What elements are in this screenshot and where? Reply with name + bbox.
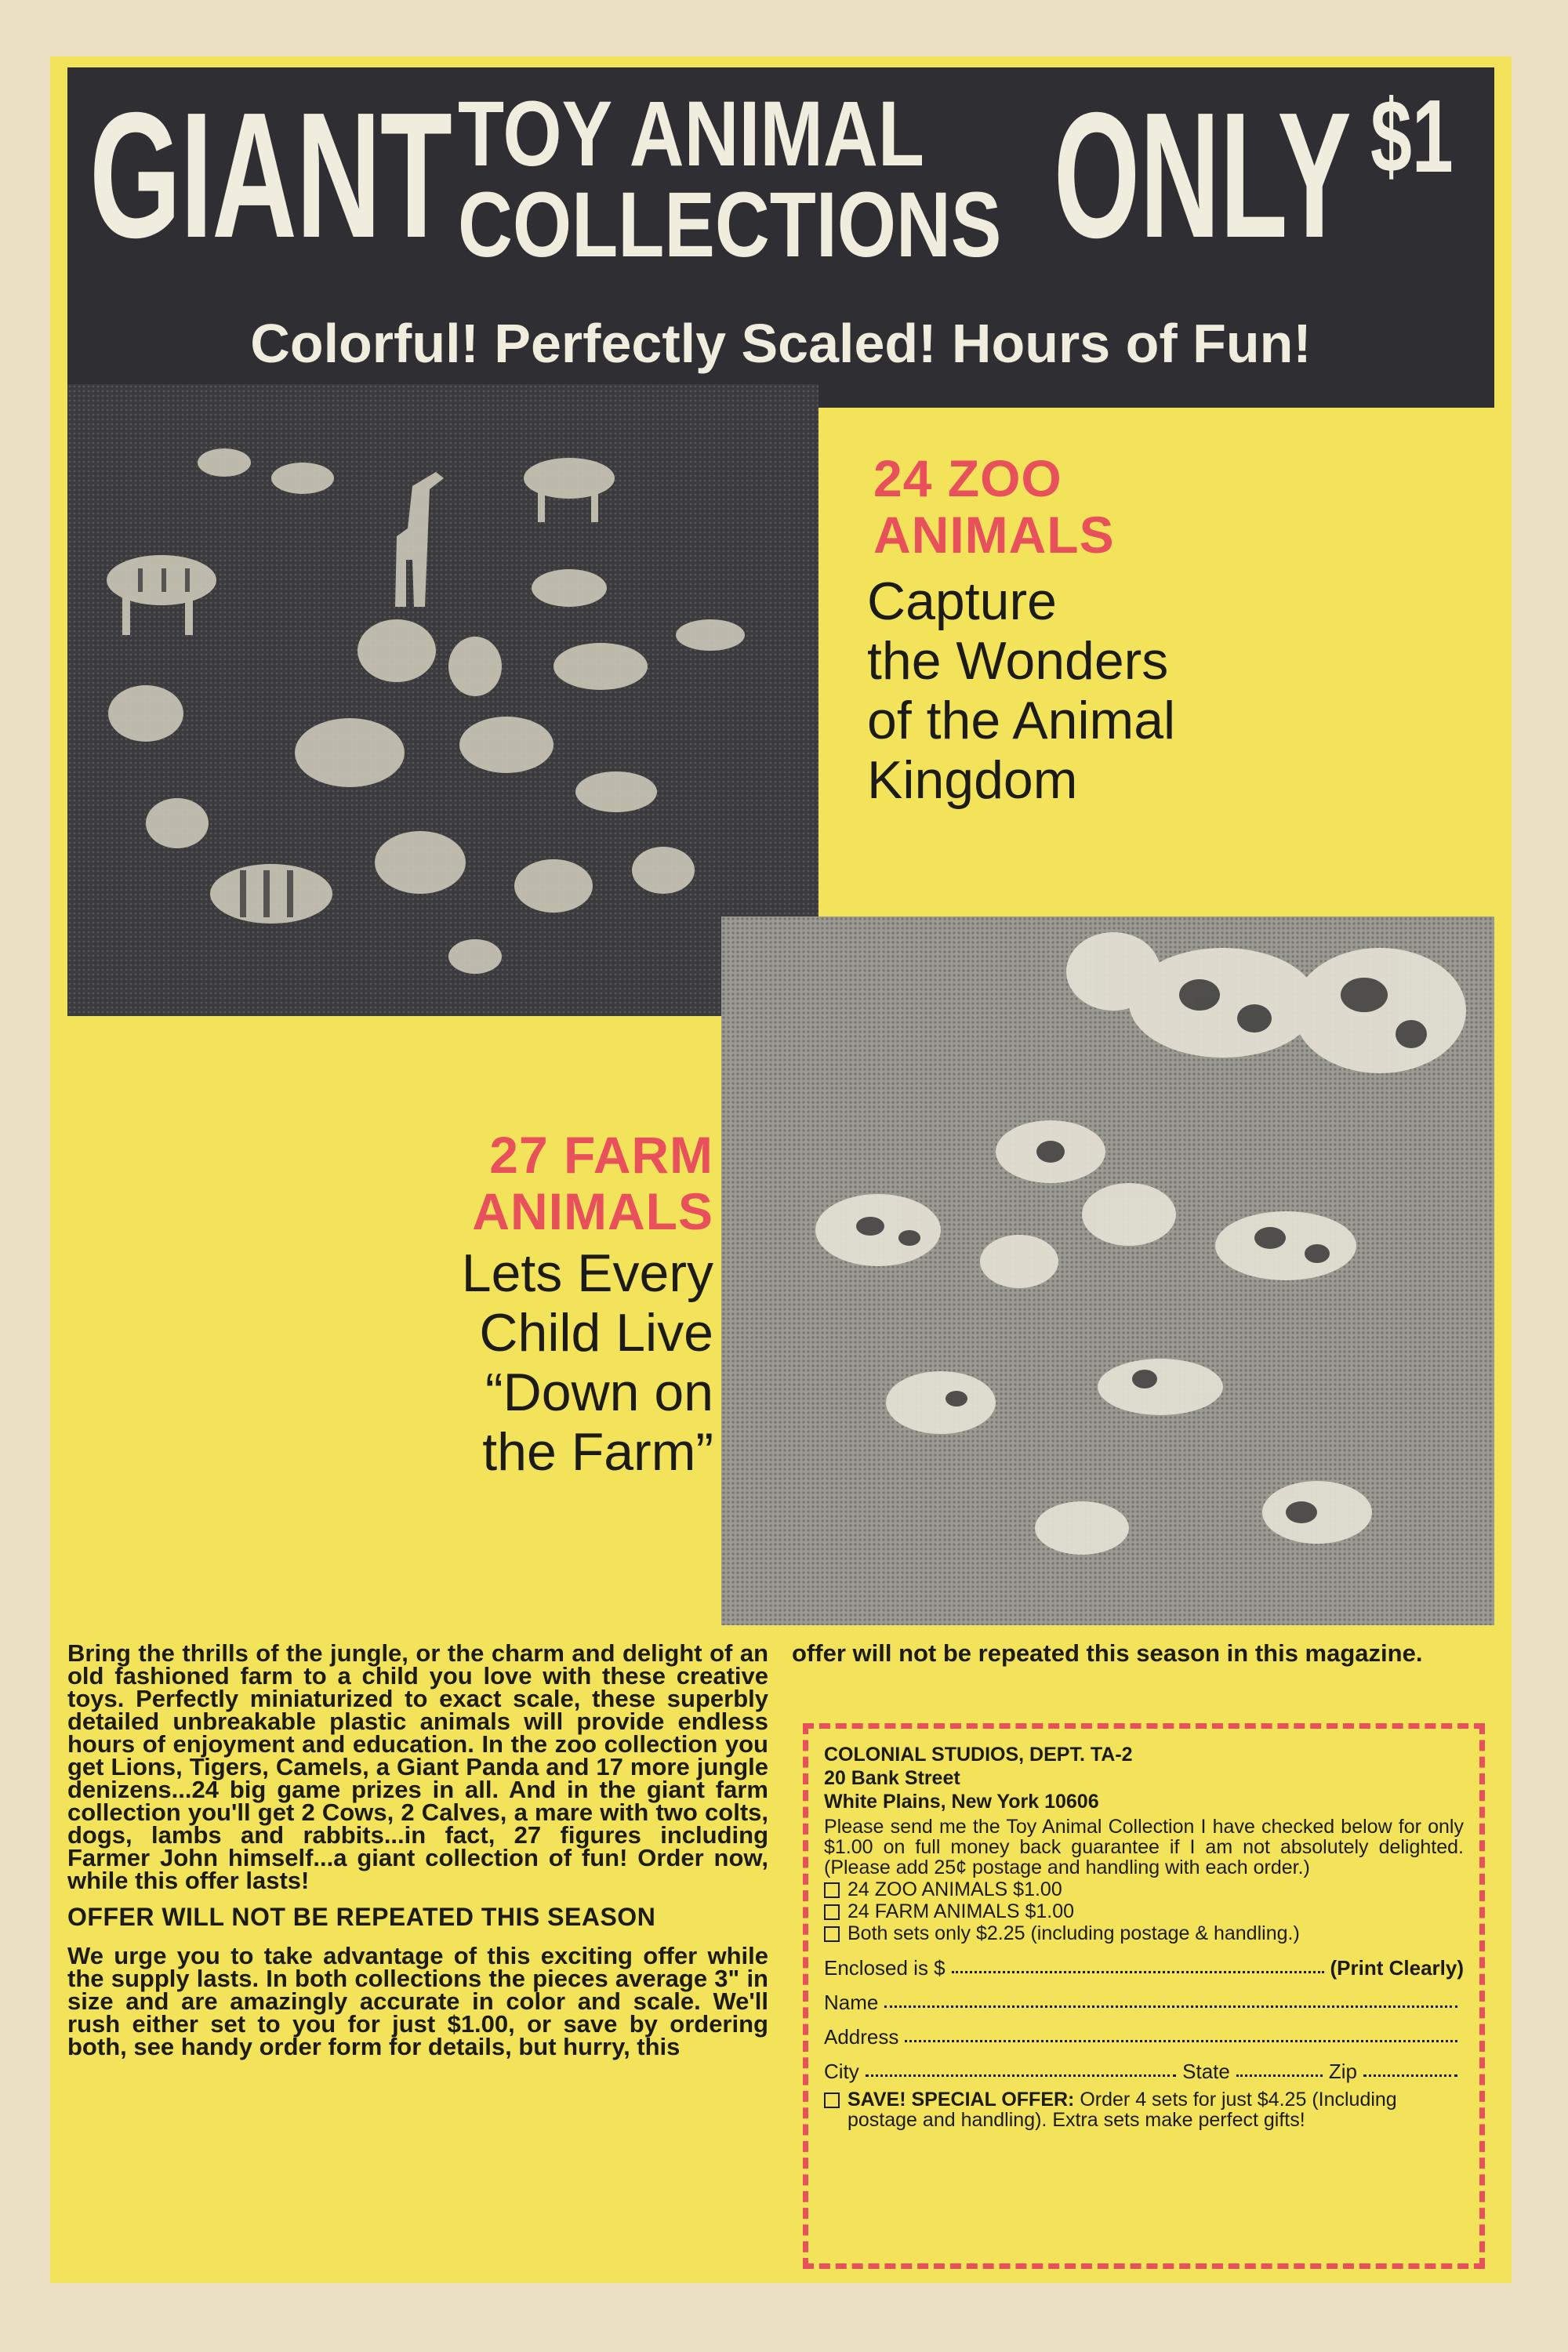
body-paragraph-continued: offer will not be repeated this season in this magazine.	[792, 1639, 1423, 1667]
farm-subtitle	[235, 1243, 713, 1482]
headline-only: ONLY	[1054, 76, 1352, 275]
zoo-subtitle-line: the Wonders	[867, 631, 1169, 691]
address-blank[interactable]	[905, 2038, 1457, 2042]
farm-animals-photo	[721, 916, 1494, 1625]
headline-giant: GIANT	[89, 76, 452, 275]
address-label: Address	[824, 2025, 899, 2049]
city-label: City	[824, 2060, 859, 2083]
coupon-company: COLONIAL STUDIOS, DEPT. TA-2	[824, 1744, 1133, 1766]
special-offer-detail: Order 4 sets for just $4.25 (Including postage and handling). Extra sets make perfect gifts!	[848, 2089, 1397, 2131]
headline-price: $1	[1370, 78, 1454, 194]
city-blank[interactable]	[866, 2073, 1176, 2077]
special-offer-label: SAVE! SPECIAL OFFER:	[848, 2089, 1075, 2111]
body-paragraph: We urge you to take advantage of this exciting offer while the supply lasts. In both collections the pieces average 3" in size and are amazingly accurate in color and scale. We'll rush either set to you for just $1.00, or save by ordering both, see handy order form for details, but hurry, this	[67, 1942, 768, 2060]
checkbox-both[interactable]	[824, 1926, 840, 1942]
address-field[interactable]	[824, 2027, 1464, 2047]
coupon-request-text: Please send me the Toy Animal Collection I have checked below for only $1.00 on full money back guarantee if I am not absolutely delighted. (Please add 25¢ postage and handling with each order.)	[824, 1816, 1464, 1878]
coupon-street: 20 Bank Street	[824, 1767, 960, 1789]
special-offer[interactable]	[824, 2089, 1464, 2130]
zoo-title-line: ANIMALS	[873, 506, 1115, 564]
enclosed-label: Enclosed is $	[824, 1956, 946, 1980]
headline-toy-animal: TOY ANIMAL	[458, 82, 924, 186]
farm-subtitle-line: “Down on	[485, 1363, 713, 1422]
advertisement	[50, 56, 1512, 2283]
checkbox-farm[interactable]	[824, 1904, 840, 1920]
city-state-zip-field[interactable]	[824, 2061, 1464, 2082]
zip-label: Zip	[1328, 2060, 1357, 2083]
option-both[interactable]	[824, 1923, 1464, 1944]
order-coupon[interactable]	[803, 1723, 1485, 2269]
ad-header	[67, 67, 1494, 408]
headline-tagline: Colorful! Perfectly Scaled! Hours of Fun!	[250, 313, 1312, 374]
zoo-subtitle-line: Kingdom	[867, 750, 1078, 810]
special-offer-text	[848, 2089, 1464, 2130]
option-farm-label: 24 FARM ANIMALS $1.00	[848, 1900, 1075, 1922]
print-clearly-note: (Print Clearly)	[1330, 1956, 1464, 1980]
offer-heading: OFFER WILL NOT BE REPEATED THIS SEASON	[67, 1903, 656, 1931]
state-label: State	[1182, 2060, 1230, 2083]
checkbox-special[interactable]	[824, 2092, 840, 2108]
zoo-title-line: 24 ZOO	[873, 449, 1062, 507]
option-zoo[interactable]	[824, 1879, 1464, 1900]
state-blank[interactable]	[1236, 2073, 1323, 2077]
enclosed-field[interactable]	[824, 1958, 1464, 1978]
name-blank[interactable]	[884, 2004, 1457, 2008]
zoo-subtitle	[867, 572, 1479, 810]
zoo-subtitle-line: Capture	[867, 572, 1057, 631]
zip-blank[interactable]	[1363, 2073, 1457, 2077]
checkbox-zoo[interactable]	[824, 1882, 840, 1898]
headline-collections: COLLECTIONS	[458, 173, 1002, 277]
zoo-animals-photo	[67, 384, 818, 1016]
name-field[interactable]	[824, 1992, 1464, 2013]
farm-title	[329, 1127, 713, 1240]
zoo-subtitle-line: of the Animal	[867, 691, 1176, 750]
body-copy-right	[792, 1639, 1494, 1667]
zoo-animals-illustration	[67, 384, 818, 1016]
name-label: Name	[824, 1991, 879, 2014]
coupon-city: White Plains, New York 10606	[824, 1791, 1099, 1813]
option-farm[interactable]	[824, 1901, 1464, 1922]
body-paragraph: Bring the thrills of the jungle, or the charm and delight of an old fashioned farm to a child you love with these creative toys. Perfectly miniaturized to exact scale, these superbly detailed unbreakable plastic animals will provide endless hours of enjoyment and education. In the zoo collection you get Lions, Tigers, Camels, a Giant Panda and 17 more jungle denizens...24 big game prizes in all. And in the giant farm collection you'll get 2 Cows, 2 Calves, a mare with two colts, dogs, lambs and rabbits...in fact, 27 figures including Farmer John himself...a giant collection of fun! Order now, while this offer lasts!	[67, 1639, 768, 1894]
farm-subtitle-line: Lets Every	[461, 1243, 713, 1303]
farm-title-line: ANIMALS	[472, 1182, 713, 1240]
farm-animals-illustration	[721, 916, 1494, 1625]
option-both-label: Both sets only $2.25 (including postage & handling.)	[848, 1922, 1300, 1944]
enclosed-blank[interactable]	[952, 1969, 1324, 1973]
farm-subtitle-line: the Farm”	[482, 1422, 713, 1482]
body-copy-left	[67, 1639, 768, 2072]
zoo-title	[873, 450, 1454, 563]
farm-subtitle-line: Child Live	[479, 1303, 713, 1363]
farm-title-line: 27 FARM	[489, 1126, 713, 1184]
option-zoo-label: 24 ZOO ANIMALS $1.00	[848, 1878, 1062, 1900]
